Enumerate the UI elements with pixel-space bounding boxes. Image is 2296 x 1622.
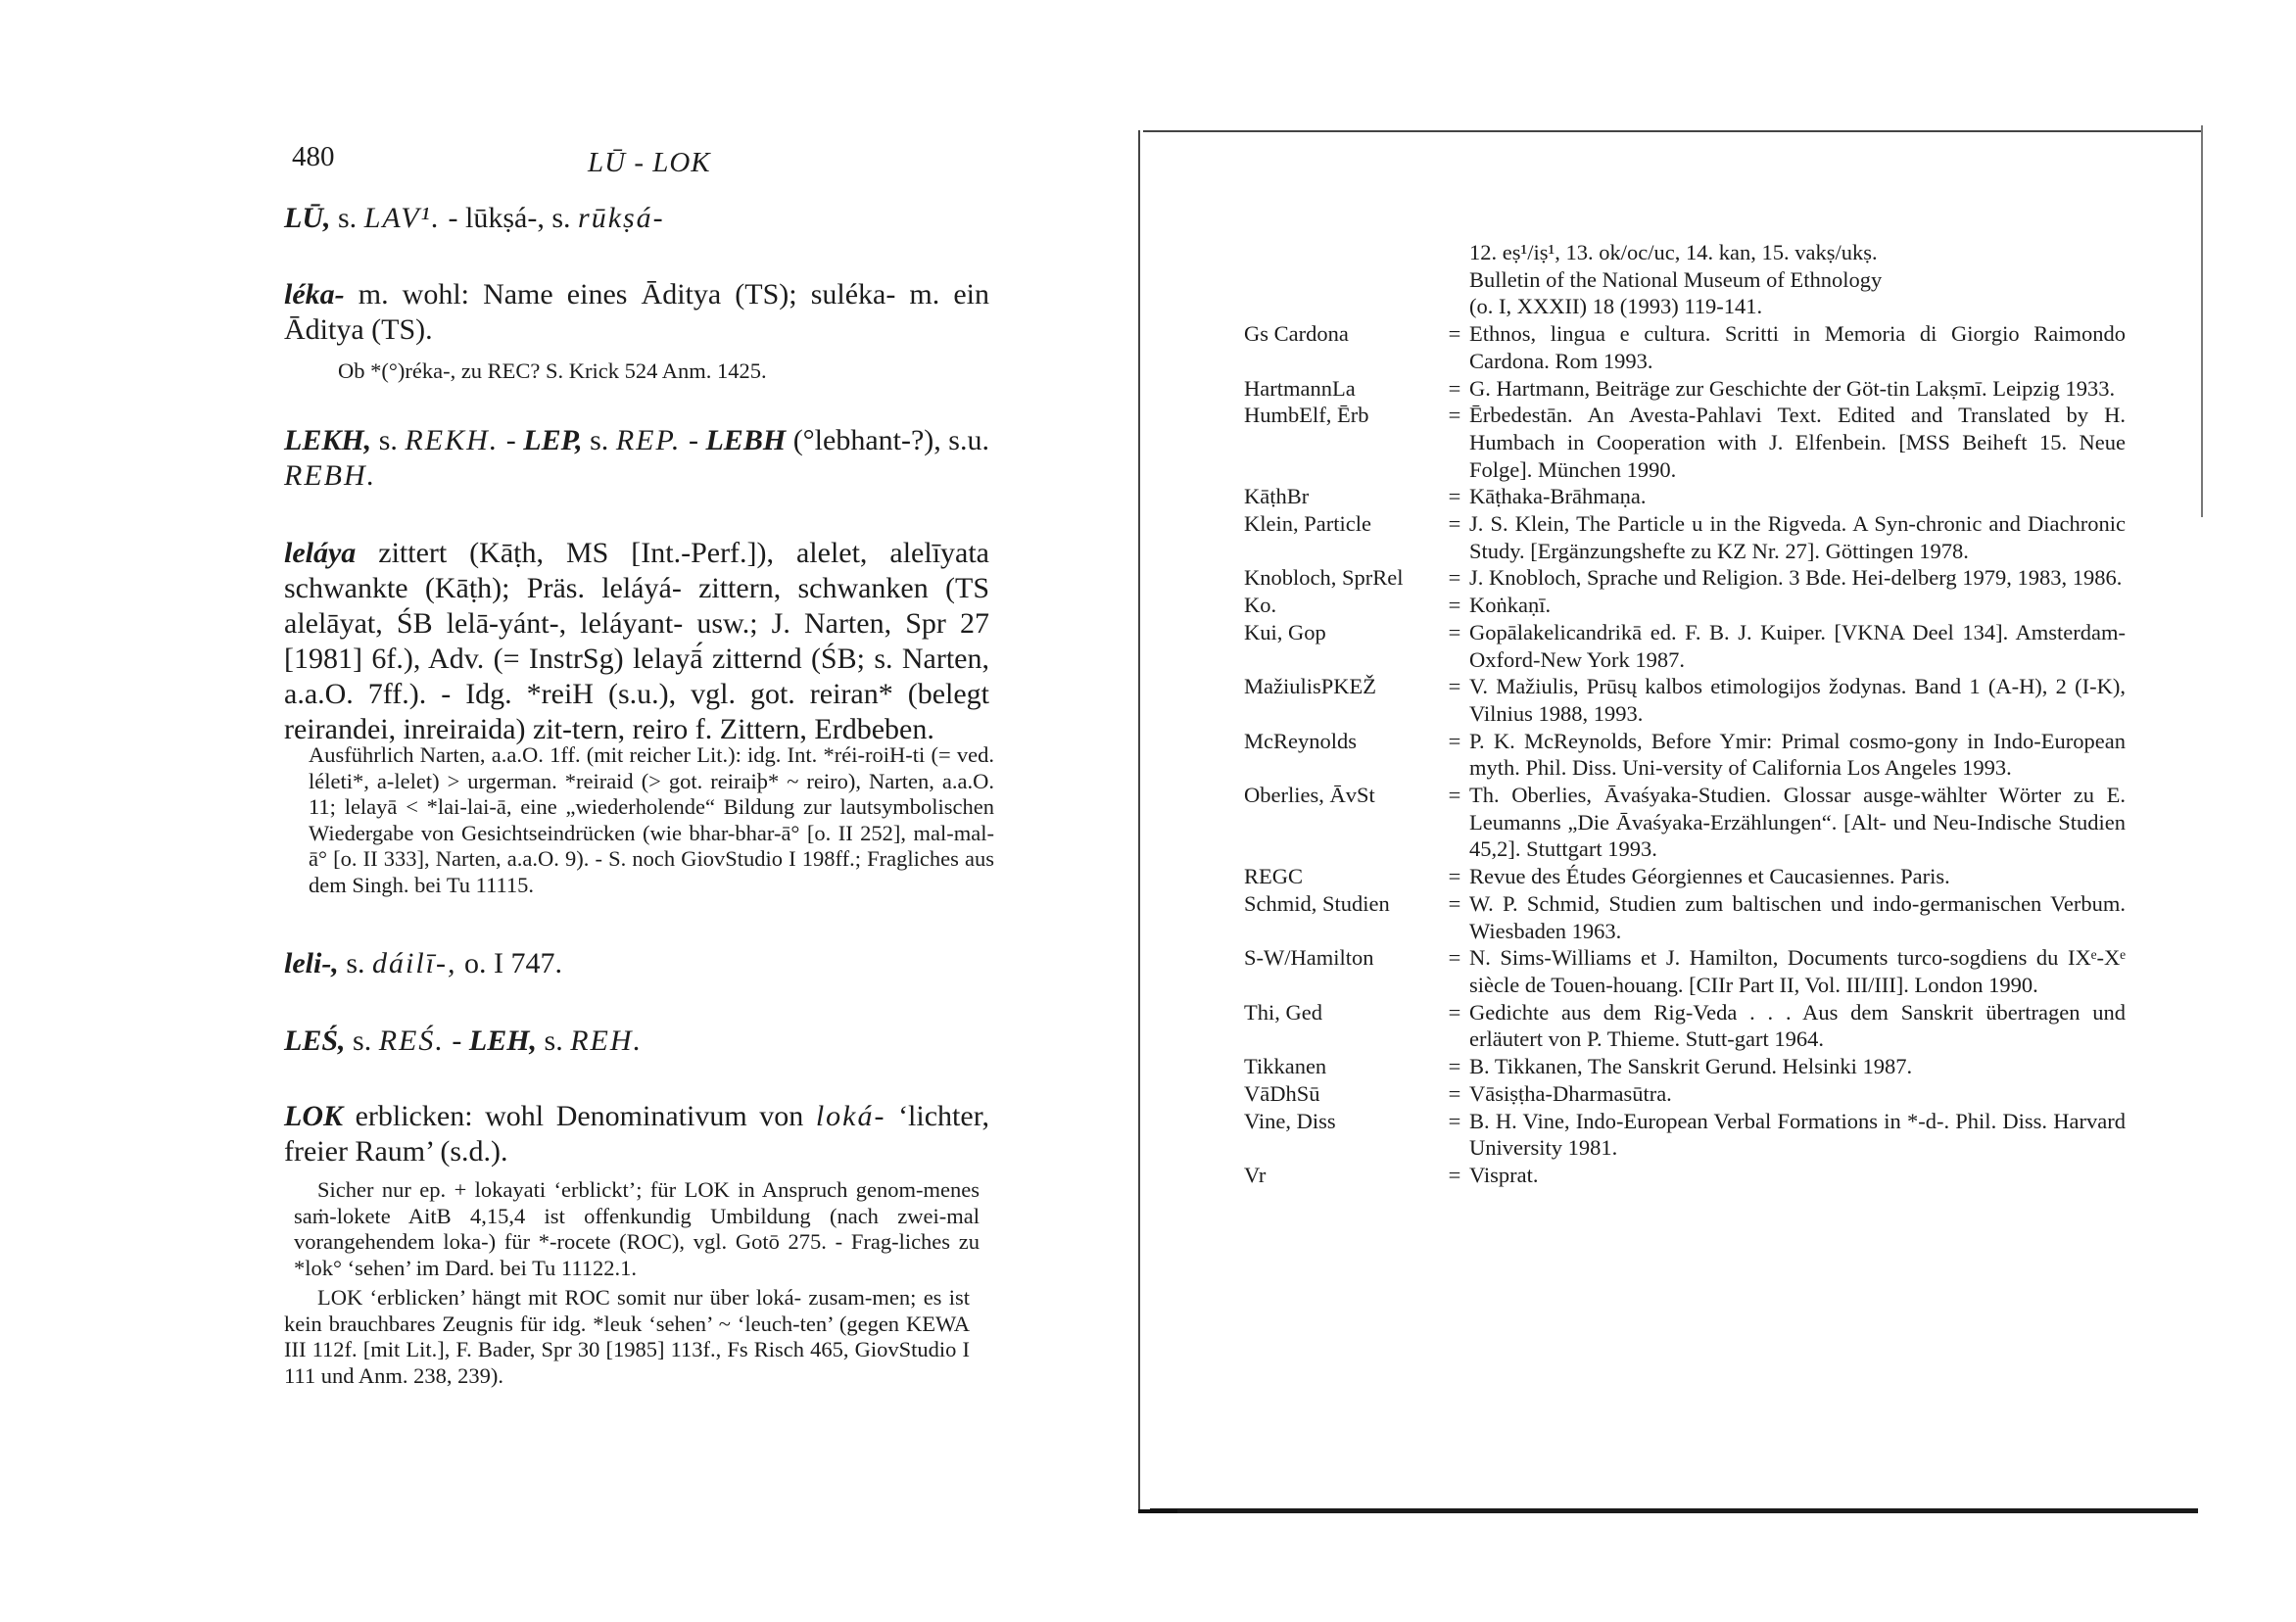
entry-leka bbox=[284, 277, 989, 348]
abbreviation-key: Kui, Gop bbox=[1244, 619, 1326, 644]
abbreviation-eq: = bbox=[1448, 619, 1461, 644]
continuation-line: (o. I, XXXII) 18 (1993) 119-141. bbox=[1469, 294, 1763, 319]
abbreviation-key: McReynolds bbox=[1244, 728, 1357, 753]
cross-ref: REKH. bbox=[405, 424, 500, 456]
entry-text: s. bbox=[338, 947, 372, 979]
abbreviation-value: B. Tikkanen, The Sanskrit Gerund. Helsinki 1987. bbox=[1469, 1054, 1913, 1079]
abbreviation-key: Ko. bbox=[1244, 593, 1277, 618]
cross-ref: dáilī-, bbox=[372, 947, 457, 979]
abbreviation-row bbox=[1244, 483, 2126, 510]
continuation-line: Bulletin of the National Museum of Ethnology bbox=[1469, 266, 1883, 292]
abbreviation-key: Oberlies, ĀvSt bbox=[1244, 783, 1375, 808]
cross-ref: REP. bbox=[615, 424, 682, 456]
abbreviation-eq: = bbox=[1448, 511, 1461, 537]
cross-ref: REH. bbox=[570, 1025, 644, 1057]
abbreviation-value: J. S. Klein, The Particle u in the Rigveda. A Syn-chronic and Diachronic Study. [Ergänzungshefte zu KZ Nr. 27]. Göttingen 1978. bbox=[1469, 511, 2126, 563]
lemma: LŪ, bbox=[284, 202, 331, 234]
entry-text: - bbox=[499, 424, 524, 456]
abbreviation-value: Ethnos, lingua e cultura. Scritti in Memoria di Giorgio Raimondo Cardona. Rom 1993. bbox=[1469, 321, 2126, 373]
lemma: LOK bbox=[284, 1100, 343, 1132]
continuation-line: 12. eṣ¹/iṣ¹, 13. ok/oc/uc, 14. kan, 15. vakṣ/ukṣ. bbox=[1469, 240, 1878, 264]
frame-right-rule bbox=[2201, 125, 2203, 517]
lemma: LEŚ, bbox=[284, 1025, 346, 1057]
abbreviation-row bbox=[1244, 999, 2126, 1053]
frame-left-rule bbox=[1138, 130, 1140, 1511]
abbreviation-value: V. Mažiulis, Prūsų kalbos etimologijos žodynas. Band 1 (A-H), 2 (I-K), Vilnius 1988, 1993. bbox=[1469, 674, 2126, 726]
abbreviation-key: Vr bbox=[1244, 1162, 1267, 1187]
abbreviation-key: Knobloch, SprRel bbox=[1244, 565, 1404, 591]
entry-lelaya-note: Ausführlich Narten, a.a.O. 1ff. (mit reicher Lit.): idg. Int. *réi-roiH-ti (= ved. léleti*, a-lelet) > urgerman. *reiraid (> got. reiraiþ* ~ reiro), Narten, a.a.O. 11; lelayā < *lai-lai-ā, eine „wiederholende“ Bildung zur lautsymbolischen Wiedergabe von Gesichtseindrücken (wie bhar-bhar-ā° [o. II 252], mal-mal-ā° [o. II 333], Narten, a.a.O. 9). - S. noch GiovStudio I 198ff.; Fragliches aus dem Singh. bei Tu 11115. bbox=[309, 742, 994, 897]
abbreviation-rows bbox=[1244, 320, 2126, 1189]
abbreviation-value: Gopālakelicandrikā ed. F. B. J. Kuiper. [VKNA Deel 134]. Amsterdam-Oxford-New York 1987. bbox=[1469, 619, 2126, 672]
entry-text: - bbox=[444, 1025, 469, 1057]
abbreviation-value: Koṅkaṇī. bbox=[1469, 593, 1552, 618]
abbreviation-eq: = bbox=[1448, 321, 1461, 347]
abbreviation-key: Schmid, Studien bbox=[1244, 890, 1390, 916]
entry-lelaya bbox=[284, 536, 989, 747]
abbreviation-key: KāṭhBr bbox=[1244, 484, 1310, 509]
lemma: LEP, bbox=[523, 424, 583, 456]
entry-text: ‘lichter, freier Raum’ (s.d.). bbox=[284, 1100, 989, 1168]
abbreviation-row bbox=[1244, 863, 2126, 890]
entry-lok bbox=[284, 1099, 989, 1169]
abbreviation-row bbox=[1244, 782, 2126, 863]
abbreviation-eq: = bbox=[1448, 864, 1461, 889]
abbreviation-value: Th. Oberlies, Āvaśyaka-Studien. Glossar ausge-wählter Wörter zu E. Leumanns „Die Āvaśyaka-Erzählungen“. [Alt- und Neu-Indische Studien 45,2]. Stuttgart 1993. bbox=[1469, 783, 2126, 862]
abbreviation-eq: = bbox=[1448, 890, 1461, 916]
lemma: LEBH bbox=[705, 424, 787, 456]
abbreviation-value: N. Sims-Williams et J. Hamilton, Documents turco-sogdiens du IXᵉ-Xᵉ siècle de Touen-houang. [CIIr Part II, Vol. III/III]. London 1990. bbox=[1469, 945, 2126, 997]
abbreviation-eq: = bbox=[1448, 1108, 1461, 1133]
entry-text: s. bbox=[537, 1025, 571, 1057]
abbreviation-eq: = bbox=[1448, 1054, 1461, 1079]
abbreviation-eq: = bbox=[1448, 484, 1461, 509]
abbreviation-key: HartmannLa bbox=[1244, 375, 1356, 401]
abbreviation-eq: = bbox=[1448, 783, 1461, 808]
entry-text: s. bbox=[330, 202, 364, 234]
abbreviation-eq: = bbox=[1448, 674, 1461, 699]
abbreviation-eq: = bbox=[1448, 375, 1461, 401]
abbreviation-eq: = bbox=[1448, 999, 1461, 1025]
abbreviation-value: P. K. McReynolds, Before Ymir: Primal cosmo-gony in Indo-European myth. Phil. Diss. Uni-versity of California Los Angeles 1993. bbox=[1469, 728, 2126, 781]
entry-lu bbox=[284, 201, 989, 236]
cross-ref: REBH. bbox=[284, 459, 377, 492]
lemma: leláya bbox=[284, 537, 357, 569]
abbreviation-value: Ērbedestān. An Avesta-Pahlavi Text. Edited and Translated by H. Humbach in Cooperation with J. Elfenbein. [MSS Beiheft 15. Neue Folge]. München 1990. bbox=[1469, 403, 2126, 482]
abbreviation-row bbox=[1244, 592, 2126, 619]
abbreviation-row bbox=[1244, 728, 2126, 782]
abbreviation-row bbox=[1244, 673, 2126, 727]
abbreviation-list bbox=[1244, 239, 2126, 1189]
frame-corner bbox=[1138, 1502, 1177, 1513]
abbreviation-eq: = bbox=[1448, 945, 1461, 971]
abbreviation-eq: = bbox=[1448, 565, 1461, 591]
abbreviation-key: Gs Cardona bbox=[1244, 321, 1349, 347]
cross-ref: rūkṣá- bbox=[578, 202, 665, 234]
abbreviation-value: W. P. Schmid, Studien zum baltischen und indo-germanischen Verbum. Wiesbaden 1963. bbox=[1469, 890, 2126, 943]
abbreviation-row bbox=[1244, 944, 2126, 998]
abbreviation-row bbox=[1244, 375, 2126, 403]
abbreviation-value: Kāṭhaka-Brāhmaṇa. bbox=[1469, 484, 1647, 509]
abbreviation-row bbox=[1244, 1162, 2126, 1189]
abbreviation-eq: = bbox=[1448, 1162, 1461, 1187]
abbreviation-value: J. Knobloch, Sprache und Religion. 3 Bde. Hei-delberg 1979, 1983, 1986. bbox=[1469, 565, 2123, 591]
entry-text: - lūkṣá-, s. bbox=[441, 202, 579, 234]
abbreviation-row bbox=[1244, 564, 2126, 592]
abbreviation-row bbox=[1244, 1108, 2126, 1162]
entry-lok-note-2: LOK ‘erblicken’ hängt mit ROC somit nur über loká- zusam-men; es ist kein brauchbares Zeugnis für idg. *leuk ‘sehen’ ~ ‘leuch-ten’ (gegen KEWA III 112f. [mit Lit.], F. Bader, Spr 30 [1985] 113f., Fs Risch 465, GiovStudio I 111 und Anm. 238, 239). bbox=[284, 1285, 970, 1388]
entry-lok-note-1: Sicher nur ep. + lokayati ‘erblickt’; für LOK in Anspruch genom-menes saṁ-lokete AitB 4,15,4 ist offenkundig Umbildung (nach zwei-mal vorangehendem loka-) für *-rocete (ROC), vgl. Gotō 275. - Frag-liches zu *lok° ‘sehen’ im Dard. bei Tu 11122.1. bbox=[294, 1177, 980, 1280]
abbreviation-key: MažiulisPKEŽ bbox=[1244, 674, 1376, 699]
cross-ref: loká- bbox=[815, 1100, 886, 1132]
right-page bbox=[1126, 0, 2296, 1622]
entry-leli bbox=[284, 946, 989, 981]
abbreviation-eq: = bbox=[1448, 1080, 1461, 1106]
lemma: LEH, bbox=[468, 1025, 538, 1057]
abbreviation-row bbox=[1244, 320, 2126, 374]
entry-text: o. I 747. bbox=[456, 947, 562, 979]
entry-text: erblicken: wohl Denominativum von bbox=[343, 1100, 816, 1132]
abbreviation-row bbox=[1244, 1053, 2126, 1080]
cross-ref: REŚ. bbox=[378, 1025, 445, 1057]
frame-top-rule bbox=[1143, 130, 2203, 132]
abbreviation-key: Klein, Particle bbox=[1244, 511, 1371, 537]
abbreviation-row bbox=[1244, 619, 2126, 673]
running-head: LŪ - LOK bbox=[588, 147, 711, 178]
abbreviation-key: VāDhSū bbox=[1244, 1080, 1320, 1106]
abbreviation-row bbox=[1244, 890, 2126, 944]
entry-lekh bbox=[284, 423, 989, 494]
entry-text: (°lebhant-?), s.u. bbox=[786, 424, 989, 456]
entry-text: - bbox=[681, 424, 706, 456]
entry-text: zittert (Kāṭh, MS [Int.-Perf.]), alelet, alelīyata schwankte (Kāṭh); Präs. leláyá- zittern, schwanken (TS alelāyat, ŚB lelā-yánt-, leláyant- usw.; J. Narten, Spr 27 [1981] 6f.), Adv. (= InstrSg) lelayā́ zitternd (ŚB; s. Narten, a.a.O. 7ff.). - Idg. *reiH (s.u.), vgl. got. reiran* (belegt reirandei, inreiraida) zit-tern, reiro f. Zittern, Erdbeben. bbox=[284, 537, 989, 745]
entry-text: s. bbox=[371, 424, 406, 456]
abbreviation-value: Revue des Études Géorgiennes et Caucasiennes. Paris. bbox=[1469, 864, 1950, 889]
abbreviation-row bbox=[1244, 1080, 2126, 1108]
abbreviation-key: Thi, Ged bbox=[1244, 999, 1322, 1025]
lemma: leli-, bbox=[284, 947, 339, 979]
lemma: LEKH, bbox=[284, 424, 372, 456]
abbreviation-key: HumbElf, Ērb bbox=[1244, 403, 1369, 428]
abbreviation-eq: = bbox=[1448, 403, 1461, 428]
abbreviation-row bbox=[1244, 510, 2126, 564]
lemma: léka- bbox=[284, 278, 345, 310]
frame-bottom-rule bbox=[1150, 1508, 2198, 1513]
abbreviation-value: B. H. Vine, Indo-European Verbal Formations in *-d-. Phil. Diss. Harvard University 1981. bbox=[1469, 1108, 2126, 1161]
abbreviation-eq: = bbox=[1448, 593, 1461, 618]
abbreviation-row bbox=[1244, 402, 2126, 483]
left-page bbox=[0, 0, 1126, 1622]
page-number: 480 bbox=[292, 141, 335, 172]
abbreviation-eq: = bbox=[1448, 728, 1461, 753]
entry-text: s. bbox=[582, 424, 616, 456]
abbreviation-value: Vāsiṣṭha-Dharmasūtra. bbox=[1469, 1080, 1672, 1106]
abbreviation-value: Visprat. bbox=[1469, 1162, 1539, 1187]
cross-ref: LAV¹. bbox=[363, 202, 442, 234]
abbreviation-value: Gedichte aus dem Rig-Veda . . . Aus dem Sanskrit übertragen und erläutert von P. Thieme. Stutt-gart 1964. bbox=[1469, 999, 2126, 1052]
abbreviation-key: REGC bbox=[1244, 864, 1304, 889]
entry-les bbox=[284, 1024, 989, 1059]
abbreviation-key: Vine, Diss bbox=[1244, 1108, 1336, 1133]
entry-leka-note: Ob *(°)réka-, zu REC? S. Krick 524 Anm. 1425. bbox=[338, 358, 767, 383]
entry-text: s. bbox=[345, 1025, 379, 1057]
abbreviation-key: Tikkanen bbox=[1244, 1054, 1327, 1079]
abbreviation-value: G. Hartmann, Beiträge zur Geschichte der Göt-tin Lakṣmī. Leipzig 1933. bbox=[1469, 375, 2116, 401]
abbreviation-key: S-W/Hamilton bbox=[1244, 945, 1374, 971]
entry-text: m. wohl: Name eines Āditya (TS); suléka- m. ein Āditya (TS). bbox=[284, 278, 989, 346]
